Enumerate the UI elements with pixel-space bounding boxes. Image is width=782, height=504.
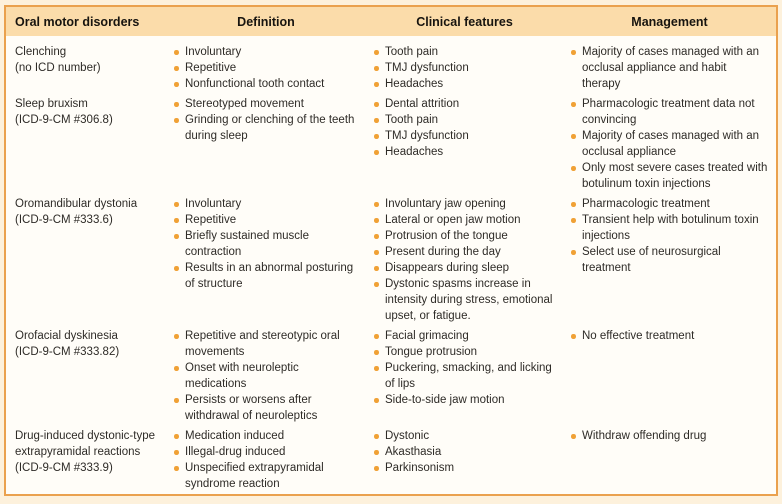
management-list xyxy=(563,428,776,492)
bullet-text: Tooth pain xyxy=(385,46,439,58)
bullet-text: Dental attrition xyxy=(385,98,460,110)
bullet-item xyxy=(385,128,555,144)
clinical-features-list xyxy=(366,328,563,424)
bullet-icon xyxy=(374,334,379,339)
definition-list xyxy=(166,196,366,324)
disorder-cell xyxy=(6,196,166,324)
bullet-item xyxy=(582,328,768,344)
bullet-text: Involuntary xyxy=(185,198,242,210)
disorder-cell xyxy=(6,428,166,492)
definition-list xyxy=(166,428,366,492)
bullet-text: Repetitive xyxy=(185,62,237,74)
bullet-item xyxy=(385,260,555,276)
disorder-cell xyxy=(6,96,166,192)
bullet-text: Headaches xyxy=(385,146,444,158)
bullet-icon xyxy=(374,366,379,371)
bullet-item xyxy=(385,76,555,92)
bullet-icon xyxy=(174,398,179,403)
bullet-icon xyxy=(374,102,379,107)
bullet-icon xyxy=(571,202,576,207)
bullet-item xyxy=(185,196,358,212)
bullet-icon xyxy=(174,466,179,471)
bullet-item xyxy=(185,428,358,444)
bullet-text: Transient help with botulinum toxin injections xyxy=(582,214,759,242)
bullet-icon xyxy=(374,82,379,87)
bullet-item xyxy=(582,196,768,212)
bullet-text: Involuntary jaw opening xyxy=(385,198,506,210)
bullet-item xyxy=(582,160,768,192)
bullet-icon xyxy=(174,202,179,207)
column-header-oral-motor-disorders: Oral motor disorders xyxy=(15,14,140,29)
bullet-text: Withdraw offending drug xyxy=(582,430,707,442)
bullet-item xyxy=(582,212,768,244)
bullet-text: Dystonic spasms increase in intensity during stress, emotional upset, or fatigue. xyxy=(385,278,553,322)
bullet-text: Pharmacologic treatment data not convincing xyxy=(582,98,755,126)
bullet-icon xyxy=(174,450,179,455)
bullet-icon xyxy=(174,102,179,107)
bullet-icon xyxy=(174,234,179,239)
bullet-icon xyxy=(571,250,576,255)
bullet-icon xyxy=(174,266,179,271)
bullet-text: Tongue protrusion xyxy=(385,346,478,358)
bullet-item xyxy=(385,276,555,324)
bullet-text: Protrusion of the tongue xyxy=(385,230,508,242)
bullet-item xyxy=(385,360,555,392)
bullet-text: Nonfunctional tooth contact xyxy=(185,78,325,90)
definition-list xyxy=(166,96,366,192)
disorder-cell xyxy=(6,328,166,424)
bullet-item xyxy=(385,144,555,160)
bullet-icon xyxy=(374,450,379,455)
table-row xyxy=(6,196,776,324)
disorder-icd-code: (ICD-9-CM #333.6) xyxy=(15,214,113,226)
bullet-icon xyxy=(174,50,179,55)
disorder-icd-code: (ICD-9-CM #333.9) xyxy=(15,462,113,474)
bullet-icon xyxy=(571,134,576,139)
bullet-item xyxy=(385,328,555,344)
bullet-item xyxy=(385,196,555,212)
bullet-icon xyxy=(374,150,379,155)
table-row xyxy=(6,44,776,92)
disorder-name: Sleep bruxism xyxy=(15,98,88,110)
clinical-features-list xyxy=(366,96,563,192)
bullet-item xyxy=(185,44,358,60)
bullet-item xyxy=(185,112,358,144)
bullet-item xyxy=(185,76,358,92)
bullet-item xyxy=(185,360,358,392)
bullet-text: Majority of cases managed with an occlusal appliance xyxy=(582,130,760,158)
bullet-item xyxy=(185,444,358,460)
bullet-item xyxy=(582,128,768,160)
bullet-text: Pharmacologic treatment xyxy=(582,198,710,210)
disorder-icd-code: (no ICD number) xyxy=(15,62,101,74)
bullet-item xyxy=(385,428,555,444)
bullet-item xyxy=(185,228,358,260)
bullet-text: Lateral or open jaw motion xyxy=(385,214,521,226)
bullet-text: Onset with neuroleptic medications xyxy=(185,362,299,390)
column-header-clinical-features: Clinical features xyxy=(416,14,513,29)
bullet-icon xyxy=(374,218,379,223)
clinical-features-list xyxy=(366,428,563,492)
disorder-icd-code: (ICD-9-CM #306.8) xyxy=(15,114,113,126)
bullet-icon xyxy=(571,166,576,171)
bullet-icon xyxy=(571,334,576,339)
bullet-text: TMJ dysfunction xyxy=(385,62,469,74)
bullet-item xyxy=(385,112,555,128)
table-row xyxy=(6,328,776,424)
disorder-name: Clenching xyxy=(15,46,67,58)
bullet-icon xyxy=(374,50,379,55)
bullet-text: Puckering, smacking, and licking of lips xyxy=(385,362,552,390)
bullet-text: Grinding or clenching of the teeth during sleep xyxy=(185,114,355,142)
bullet-item xyxy=(582,44,768,92)
table-row xyxy=(6,428,776,492)
bullet-item xyxy=(385,344,555,360)
bullet-icon xyxy=(374,134,379,139)
clinical-features-list xyxy=(366,196,563,324)
management-list xyxy=(563,196,776,324)
bullet-text: Only most severe cases treated with botulinum toxin injections xyxy=(582,162,768,190)
bullet-text: Select use of neurosurgical treatment xyxy=(582,246,721,274)
bullet-text: Illegal-drug induced xyxy=(185,446,286,458)
bullet-icon xyxy=(374,250,379,255)
bullet-item xyxy=(185,260,358,292)
bullet-text: Majority of cases managed with an occlusal appliance and habit therapy xyxy=(582,46,760,90)
bullet-item xyxy=(582,428,768,444)
bullet-text: Tooth pain xyxy=(385,114,439,126)
bullet-icon xyxy=(374,266,379,271)
bullet-icon xyxy=(374,434,379,439)
disorder-cell xyxy=(6,44,166,92)
table-header-row xyxy=(6,7,776,36)
bullet-icon xyxy=(374,234,379,239)
bullet-item xyxy=(385,444,555,460)
bullet-text: Parkinsonism xyxy=(385,462,455,474)
bullet-icon xyxy=(174,66,179,71)
bullet-text: Persists or worsens after withdrawal of neuroleptics xyxy=(185,394,318,422)
clinical-features-list xyxy=(366,44,563,92)
bullet-text: Side-to-side jaw motion xyxy=(385,394,505,406)
bullet-text: Repetitive xyxy=(185,214,237,226)
management-list xyxy=(563,44,776,92)
bullet-text: Stereotyped movement xyxy=(185,98,304,110)
definition-list xyxy=(166,44,366,92)
bullet-item xyxy=(185,328,358,360)
bullet-item xyxy=(385,60,555,76)
column-header-definition: Definition xyxy=(237,14,295,29)
bullet-text: Briefly sustained muscle contraction xyxy=(185,230,309,258)
bullet-item xyxy=(385,44,555,60)
bullet-item xyxy=(385,228,555,244)
bullet-item xyxy=(385,244,555,260)
bullet-icon xyxy=(374,202,379,207)
bullet-text: Involuntary xyxy=(185,46,242,58)
bullet-text: TMJ dysfunction xyxy=(385,130,469,142)
bullet-item xyxy=(385,460,555,476)
bullet-icon xyxy=(174,334,179,339)
bullet-text: Repetitive and stereotypic oral movements xyxy=(185,330,340,358)
bullet-text: Facial grimacing xyxy=(385,330,469,342)
management-list xyxy=(563,96,776,192)
bullet-text: Results in an abnormal posturing of structure xyxy=(185,262,354,290)
disorder-icd-code: (ICD-9-CM #333.82) xyxy=(15,346,120,358)
bullet-icon xyxy=(571,102,576,107)
column-header-management: Management xyxy=(631,14,708,29)
bullet-icon xyxy=(571,50,576,55)
disorder-name: Orofacial dyskinesia xyxy=(15,330,118,342)
bullet-icon xyxy=(174,218,179,223)
bullet-text: Medication induced xyxy=(185,430,285,442)
bullet-text: No effective treatment xyxy=(582,330,695,342)
bullet-icon xyxy=(174,118,179,123)
bullet-item xyxy=(385,392,555,408)
bullet-text: Akasthasia xyxy=(385,446,442,458)
bullet-icon xyxy=(571,434,576,439)
bullet-icon xyxy=(174,366,179,371)
bullet-text: Headaches xyxy=(385,78,444,90)
bullet-icon xyxy=(571,218,576,223)
bullet-item xyxy=(185,460,358,492)
bullet-text: Disappears during sleep xyxy=(385,262,510,274)
bullet-item xyxy=(582,96,768,128)
disorders-table xyxy=(4,5,778,496)
bullet-icon xyxy=(174,82,179,87)
bullet-icon xyxy=(374,466,379,471)
table-row xyxy=(6,96,776,192)
management-list xyxy=(563,328,776,424)
bullet-icon xyxy=(374,118,379,123)
bullet-icon xyxy=(374,398,379,403)
bullet-icon xyxy=(374,350,379,355)
table-body xyxy=(6,36,776,492)
disorder-name: Oromandibular dystonia xyxy=(15,198,138,210)
bullet-icon xyxy=(374,66,379,71)
bullet-item xyxy=(385,212,555,228)
bullet-item xyxy=(185,212,358,228)
bullet-item xyxy=(185,60,358,76)
bullet-item xyxy=(582,244,768,276)
bullet-text: Dystonic xyxy=(385,430,430,442)
disorder-name: Drug-induced dystonic-type extrapyramidal reactions xyxy=(15,430,155,458)
definition-list xyxy=(166,328,366,424)
bullet-icon xyxy=(374,282,379,287)
bullet-text: Present during the day xyxy=(385,246,501,258)
bullet-text: Unspecified extrapyramidal syndrome reaction xyxy=(185,462,324,490)
bullet-item xyxy=(385,96,555,112)
bullet-icon xyxy=(174,434,179,439)
bullet-item xyxy=(185,96,358,112)
bullet-item xyxy=(185,392,358,424)
